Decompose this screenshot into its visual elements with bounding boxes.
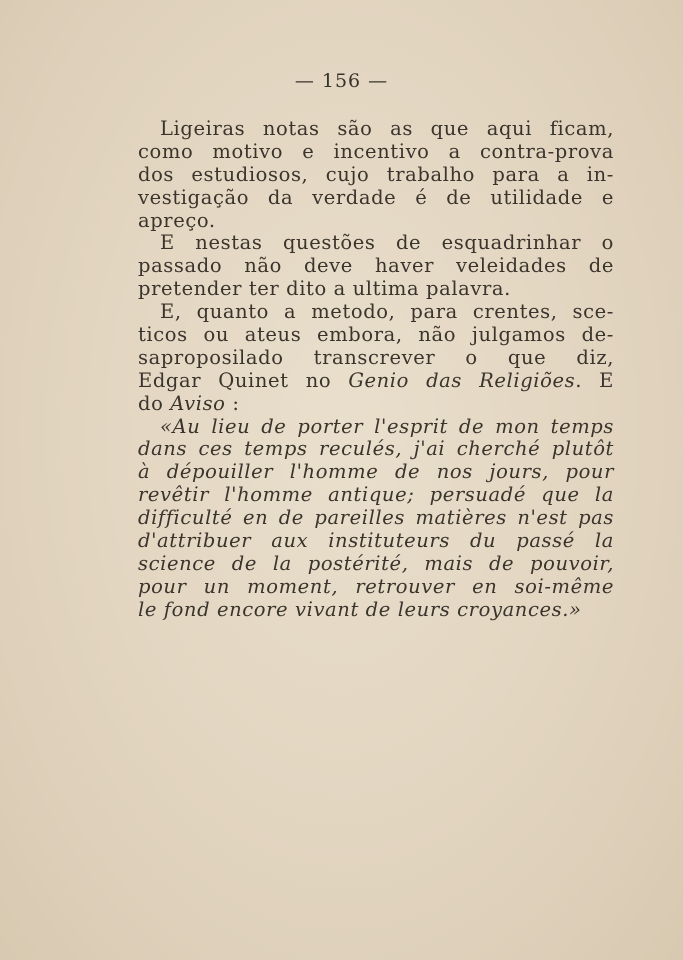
text-line: Ligeiras notas são as que aqui ficam, bbox=[160, 117, 614, 140]
text-line: dos estudiosos, cujo trabalho para a in- bbox=[138, 162, 614, 186]
quote-line: difficulté en de pareilles matières n'est pas bbox=[138, 506, 614, 530]
quote-line: revêtir l'homme antique; persuadé que la bbox=[138, 483, 614, 507]
text-line: passado não deve haver veleidades de bbox=[138, 254, 614, 278]
citation-title: Aviso bbox=[170, 391, 226, 415]
quote-line: pour un moment, retrouver en soi-même bbox=[138, 574, 614, 598]
text-line: E nestas questões de esquadrinhar o bbox=[160, 231, 614, 255]
quote-line: à dépouiller l'homme de nos jours, pour bbox=[138, 460, 614, 484]
text-line: como motivo e incentivo a contra-prova bbox=[138, 139, 614, 163]
citation-prefix: Edgar Quinet no bbox=[138, 368, 349, 392]
text-line: saproposilado transcrever o que diz, bbox=[138, 345, 614, 369]
citation-suffix: . E bbox=[575, 368, 615, 392]
body-text bbox=[138, 118, 614, 622]
quote-line: le fond encore vivant de leurs croyances.» bbox=[138, 597, 582, 621]
citation-line bbox=[138, 370, 614, 393]
text-line: apreço. bbox=[138, 208, 216, 232]
citation-suffix: : bbox=[225, 391, 240, 415]
text-line: vestigação da verdade é de utilidade e bbox=[138, 185, 614, 209]
quote-line: dans ces temps reculés, j'ai cherché plutôt bbox=[138, 437, 614, 461]
quote-line: d'attribuer aux instituteurs du passé la bbox=[138, 529, 614, 553]
citation-prefix: do bbox=[138, 391, 171, 415]
citation-line bbox=[138, 393, 614, 416]
citation-title: Genio das Religiões bbox=[348, 368, 576, 392]
text-line: ticos ou ateus embora, não julgamos de- bbox=[138, 323, 614, 347]
quote-line: «Au lieu de porter l'esprit de mon temps bbox=[160, 414, 614, 438]
page-number: — 156 — bbox=[294, 70, 389, 92]
text-line: E, quanto a metodo, para crentes, sce- bbox=[160, 300, 614, 324]
quote-line: science de la postérité, mais de pouvoir, bbox=[138, 551, 614, 575]
text-line: pretender ter dito a ultima palavra. bbox=[138, 277, 511, 301]
